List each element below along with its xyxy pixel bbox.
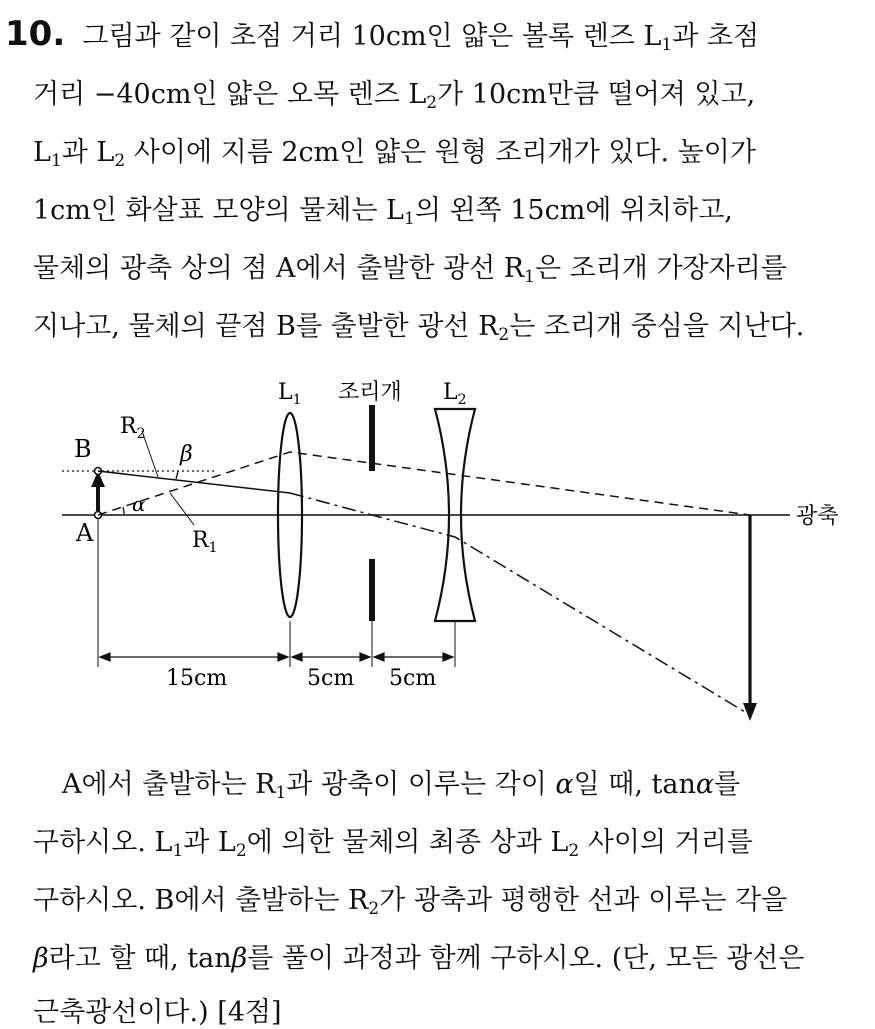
intro-line-4: 1cm인 화살표 모양의 물체는 $L_1$의 왼쪽 15cm에 위치하고,: [33, 195, 733, 229]
ray-r1-label: $R_1$: [192, 528, 218, 556]
intro-line-3: $L_1$과 $L_2$ 사이에 지름 2cm인 얇은 원형 조리개가 있다. 높이가: [33, 137, 756, 171]
task-line-5: 근축광선이다.) [4점]: [33, 997, 282, 1028]
ray-r2-segment-1: [98, 471, 290, 493]
point-a-label: A: [76, 519, 94, 547]
aperture-top-blade: [369, 405, 375, 471]
dimension-arrows: [100, 653, 453, 661]
aperture-label: 조리개: [338, 380, 402, 405]
intro-line-1: 10. 그림과 같이 초점 거리 10cm인 얇은 볼록 렌즈 $L_1$과 초점: [5, 14, 760, 55]
lens-l2-label: $L_2$: [443, 380, 467, 408]
task-line-2: 구하시오. $L_1$과 $L_2$에 의한 물체의 최종 상과 $L_2$ 사이의 거리를: [33, 827, 753, 861]
lens-l1-label: $L_1$: [278, 380, 302, 408]
ray-r2-segment-2: [290, 493, 750, 715]
point-b-label: B: [74, 435, 92, 463]
beta-label: β: [180, 442, 193, 467]
beta-arc: [176, 471, 178, 479]
ray-r1-path: [98, 452, 750, 515]
dimension-label-15cm: 15cm: [166, 666, 228, 691]
task-line-1: A에서 출발하는 $R_1$과 광축이 이루는 각이 α일 때, tanα를: [62, 769, 741, 803]
task-line-4: β라고 할 때, tanβ를 풀이 과정과 함께 구하시오. (단, 모든 광선은: [33, 943, 805, 974]
task-line-3: 구하시오. B에서 출발하는 $R_2$가 광축과 평행한 선과 이루는 각을: [33, 885, 788, 919]
alpha-label: α: [132, 492, 146, 516]
intro-line-6: 지나고, 물체의 끝점 B를 출발한 광선 $R_2$는 조리개 중심을 지난다.: [33, 311, 805, 345]
question-number: 10.: [5, 14, 66, 54]
intro-line-5: 물체의 광축 상의 점 A에서 출발한 광선 $R_1$은 조리개 가장자리를: [33, 253, 787, 287]
alpha-arc: [123, 507, 124, 515]
ray-r2-label: $R_2$: [120, 414, 146, 442]
r1-leader-line: [170, 493, 194, 525]
dimension-label-5cm-1: 5cm: [307, 666, 355, 691]
intro-line-2: 거리 −40cm인 얇은 오목 렌즈 $L_2$가 10cm만큼 떨어져 있고,: [33, 79, 756, 113]
optics-figure: [0, 365, 875, 735]
aperture-bottom-blade: [369, 559, 375, 621]
optical-axis-label: 광축: [796, 504, 839, 529]
image-arrow-head: [743, 703, 757, 721]
dimension-label-5cm-2: 5cm: [389, 666, 437, 691]
